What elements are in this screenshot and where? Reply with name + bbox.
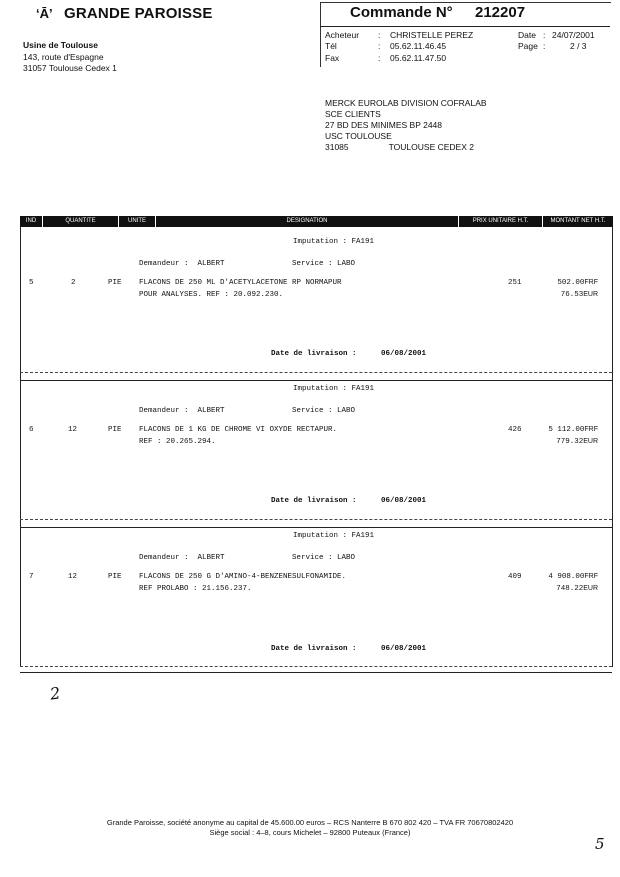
imputation: Imputation : FA191 [293,385,375,393]
page-number: 2 / 3 [570,41,587,51]
supplier-address [325,98,487,153]
service: Service : LABO [292,260,356,268]
item-ind: 6 [29,426,34,434]
supplier-postcode: 31085 [325,142,349,152]
company-address [23,40,117,75]
item-desc-line2: REF : 20.265.294. [139,438,216,446]
delivery-date: 06/08/2001 [381,645,427,653]
item-price: 251 [508,279,522,287]
footer-line1: Grande Paroisse, société anonyme au capital de 45.600.00 euros – RCS Nanterre B 670 802 420 – TVA FR 70670802420 [106,818,514,827]
demandeur: Demandeur : ALBERT [139,260,225,268]
delivery-label: Date de livraison : [271,645,357,653]
tel-label: Tél [325,41,337,51]
col-quantite: QUANTITE [43,216,119,227]
page-label: Page [518,41,538,51]
corner-mark: 5 [595,835,605,853]
item-desc-line2: POUR ANALYSES. REF : 20.092.230. [139,291,284,299]
item-ind: 7 [29,573,34,581]
delivery-label: Date de livraison : [271,350,357,358]
item-amount-frf: 502.00FRF [557,279,598,287]
item-desc-line2: REF PROLABO : 21.156.237. [139,585,252,593]
company-name: GRANDE PAROISSE [64,5,213,22]
fax-label: Fax [325,53,340,63]
supplier-line4: USC TOULOUSE [325,131,392,141]
supplier-line2: SCE CLIENTS [325,109,381,119]
supplier-line3: 27 BD DES MINIMES BP 2448 [325,120,443,130]
item-desc-line1: FLACONS DE 250 ML D'ACETYLACETONE RP NORMAPUR [139,279,342,287]
order-number: 212207 [475,4,526,21]
item-desc-line1: FLACONS DE 250 G D'AMINO-4-BENZENESULFONAMIDE. [139,573,347,581]
item-price: 426 [508,426,522,434]
col-ind: IND [20,216,43,227]
item-amount-frf: 5 112.00FRF [548,426,598,434]
company-street: 143, route d'Espagne [23,51,104,62]
company-city: 31057 Toulouse Cedex 1 [23,63,117,73]
item-amount-eur: 76.53EUR [560,291,598,299]
buyer-label: Acheteur [325,30,360,40]
item-desc-line1: FLACONS DE 1 KG DE CHROME VI OXYDE RECTAPUR. [139,426,338,434]
item-amount-eur: 748.22EUR [556,585,598,593]
supplier-line1: MERCK EUROLAB DIVISION COFRALAB [325,98,487,108]
delivery-date: 06/08/2001 [381,497,427,505]
item-ind: 5 [29,279,34,287]
date-label: Date [518,30,536,40]
demandeur: Demandeur : ALBERT [139,554,225,562]
footer-line2: Siège social : 4–8, cours Michelet – 92800 Puteaux (France) [209,828,411,837]
table-header [20,216,613,227]
delivery-date: 06/08/2001 [381,350,427,358]
company-logo-icon: ‘Ā’ [36,6,53,21]
service: Service : LABO [292,554,356,562]
handwritten-note: 2 [48,683,62,704]
fax-value: 05.62.11.47.50 [390,53,447,63]
buyer-name: CHRISTELLE PEREZ [390,30,474,40]
item-unit: PIE [108,426,122,434]
item-price: 409 [508,573,522,581]
item-unit: PIE [108,573,122,581]
imputation: Imputation : FA191 [293,238,375,246]
col-unite: UNITE [119,216,156,227]
service: Service : LABO [292,407,356,415]
item-qty: 2 [71,279,76,287]
order-title: Commande N° [350,4,453,21]
imputation: Imputation : FA191 [293,532,375,540]
item-unit: PIE [108,279,122,287]
col-montant: MONTANT NET H.T. [550,218,606,224]
supplier-city: TOULOUSE CEDEX 2 [388,142,474,152]
order-date: 24/07/2001 [552,30,595,40]
tel-value: 05.62.11.46.45 [390,41,447,51]
company-site: Usine de Toulouse [23,40,98,50]
demandeur: Demandeur : ALBERT [139,407,225,415]
item-qty: 12 [68,426,78,434]
col-prix: PRIX UNITAIRE H.T. [459,216,543,227]
delivery-label: Date de livraison : [271,497,357,505]
col-designation: DESIGNATION [156,216,459,227]
item-qty: 12 [68,573,78,581]
item-amount-frf: 4 908.00FRF [548,573,598,581]
item-amount-eur: 779.32EUR [556,438,598,446]
